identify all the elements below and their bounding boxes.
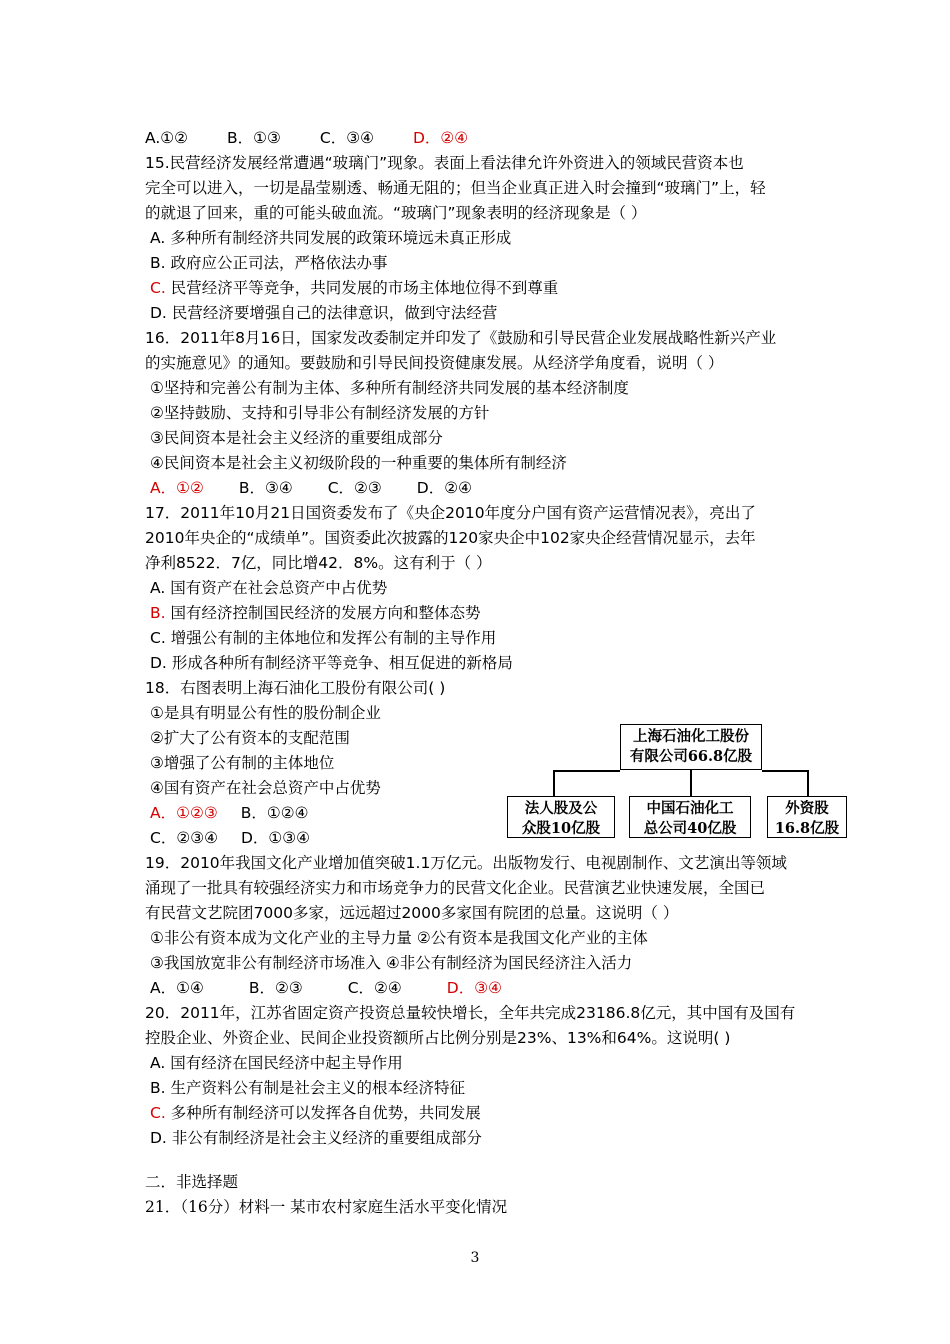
q18-stem: 18．右图表明上海石油化工股份有限公司( )	[145, 679, 446, 697]
q16-option-a: A．①②	[150, 479, 204, 497]
q19-option-a: A．①④	[150, 979, 204, 997]
option-letter: A.	[150, 1054, 166, 1072]
option-letter: C.	[150, 279, 166, 297]
option-text: 国有经济控制国民经济的发展方向和整体态势	[170, 604, 481, 622]
option-letter: C.	[150, 629, 166, 647]
option-letter: B.	[150, 254, 166, 272]
q19-items-row-1: ①非公有资本成为文化产业的主导力量 ②公有资本是我国文化产业的主体	[150, 929, 648, 947]
q19-option-d: D．③④	[446, 979, 503, 997]
diagram-connector-left-drop	[553, 770, 555, 796]
q19-stem-line-2: 涌现了一批具有较强经济实力和市场竞争力的民营文化企业。民营演艺业快速发展，全国已	[145, 879, 766, 897]
option-letter: B.	[150, 1079, 166, 1097]
option-text: 多种所有制经济可以发挥各自优势，共同发展	[170, 1104, 481, 1122]
q20-option-b	[150, 1078, 465, 1098]
q17-stem-line-1: 17．2011年10月21日国资委发布了《央企2010年度分户国有资产运营情况表》，亮出了	[145, 504, 756, 522]
option-letter: D.	[150, 654, 167, 672]
option-text: 民营经济平等竞争，共同发展的市场主体地位得不到尊重	[170, 279, 559, 297]
diagram-connector-right-drop	[807, 770, 809, 796]
diagram-right-line-2: 16.8亿股	[774, 820, 840, 837]
option-text: 国有经济在国民经济中起主导作用	[170, 1054, 403, 1072]
q18-item-1: ①是具有明显公有性的股份制企业	[150, 704, 381, 722]
diagram-left-line-1: 法人股及公	[524, 800, 598, 817]
q18-option-b: B．①②④	[240, 804, 309, 822]
diagram-right-line-1: 外资股	[785, 800, 829, 817]
q19-options	[150, 978, 536, 998]
option-text: 增强公有制的主体地位和发挥公有制的主导作用	[170, 629, 497, 647]
q15-option-b	[150, 253, 388, 273]
q15-option-a	[150, 228, 511, 248]
option-text: 国有资产在社会总资产中占优势	[170, 579, 388, 597]
q19-stem-line-3: 有民营文艺院团7000多家，远远超过2000多家国有院团的总量。这说明（ ）	[145, 904, 679, 922]
q15-stem-line-3: 的就退了回来，重的可能头破血流。“玻璃门”现象表明的经济现象是（ ）	[145, 204, 647, 222]
option-text: 民营经济要增强自己的法律意识，做到守法经营	[171, 304, 498, 322]
option-text: 形成各种所有制经济平等竞争、相互促进的新格局	[171, 654, 513, 672]
option-letter: A.	[150, 579, 166, 597]
q20-option-a	[150, 1053, 403, 1073]
diagram-connector-right	[762, 770, 808, 772]
q16-item-3: ③民间资本是社会主义经济的重要组成部分	[150, 429, 443, 447]
q18-option-d: D．①③④	[240, 829, 311, 847]
q16-item-2: ②坚持鼓励、支持和引导非公有制经济发展的方针	[150, 404, 490, 422]
q16-option-c: C．②③	[327, 479, 382, 497]
q17-option-c	[150, 628, 496, 648]
q16-item-4: ④民间资本是社会主义初级阶段的一种重要的集体所有制经济	[150, 454, 567, 472]
q17-stem-line-3: 净利8522．7亿，同比增42．8%。这有利于（ ）	[145, 554, 492, 572]
q15-stem-line-2: 完全可以进入，一切是晶莹剔透、畅通无阻的；但当企业真正进入时会撞到“玻璃门”上，轻	[145, 179, 766, 197]
q14-option-b: B．①③	[227, 129, 281, 147]
q14-option-c: C．③④	[319, 129, 374, 147]
q20-option-c	[150, 1103, 481, 1123]
diagram-middle-line-1: 中国石油化工	[646, 800, 734, 817]
diagram-top-line-2: 有限公司66.8亿股	[629, 748, 753, 765]
q18-options-row-2	[150, 828, 344, 848]
q15-option-d	[150, 303, 497, 323]
q18-option-c: C．②③④	[150, 829, 219, 847]
option-letter: C.	[150, 1104, 166, 1122]
q18-item-2: ②扩大了公有资本的支配范围	[150, 729, 350, 747]
q21-stem: 21．（16分）材料一 某市农村家庭生活水平变化情况	[145, 1198, 508, 1216]
q17-stem-line-2: 2010年央企的“成绩单”。国资委此次披露的120家央企中102家央企经营情况显示，去年	[145, 529, 756, 547]
q17-option-b	[150, 603, 481, 623]
q16-stem-line-1: 16．2011年8月16日，国家发改委制定并印发了《鼓励和引导民营企业发展战略性新兴产业	[145, 329, 777, 347]
page-number: 3	[470, 1250, 480, 1266]
q16-option-b: B．③④	[238, 479, 293, 497]
option-letter: D.	[150, 1129, 167, 1147]
option-letter: D.	[150, 304, 167, 322]
q16-option-d: D．②④	[416, 479, 473, 497]
option-text: 政府应公正司法，严格依法办事	[170, 254, 388, 272]
option-text: 多种所有制经济共同发展的政策环境远未真正形成	[170, 229, 512, 247]
q16-item-1: ①坚持和完善公有制为主体、多种所有制经济共同发展的基本经济制度	[150, 379, 629, 397]
q19-option-c: C．②④	[347, 979, 402, 997]
q20-stem-line-2: 控股企业、外资企业、民间企业投资额所占比例分别是23%、13%和64%。这说明( )	[145, 1029, 731, 1047]
diagram-top-line-1: 上海石油化工股份	[633, 728, 749, 745]
diagram-middle-line-2: 总公司40亿股	[643, 820, 737, 837]
q15-option-c	[150, 278, 558, 298]
option-letter: A.	[150, 229, 166, 247]
q19-items-row-2: ③我国放宽非公有制经济市场准入 ④非公有制经济为国民经济注入活力	[150, 954, 633, 972]
diagram-left-line-2: 众股10亿股	[521, 820, 601, 837]
q15-stem-line-1: 15.民营经济发展经常遭遇“玻璃门”现象。表面上看法律允许外资进入的领域民营资本也	[145, 154, 744, 172]
diagram-top-box	[620, 724, 762, 770]
option-text: 非公有制经济是社会主义经济的重要组成部分	[171, 1129, 482, 1147]
q14-options	[145, 128, 502, 148]
q19-stem-line-1: 19．2010年我国文化产业增加值突破1.1万亿元。出版物发行、电视剧制作、文艺演出等领域	[145, 854, 787, 872]
q18-item-4: ④国有资产在社会总资产中占优势	[150, 779, 381, 797]
q18-options-row-1	[150, 803, 343, 823]
q14-option-d: D．②④	[412, 129, 469, 147]
diagram-left-box	[507, 796, 615, 838]
q17-option-d	[150, 653, 513, 673]
q18-option-a: A．①②③	[150, 804, 218, 822]
diagram-connector-left	[553, 770, 620, 772]
option-letter: B.	[150, 604, 166, 622]
q17-option-a	[150, 578, 387, 598]
option-text: 生产资料公有制是社会主义的根本经济特征	[170, 1079, 466, 1097]
diagram-connector-vertical	[690, 770, 692, 796]
q14-option-a: A.①②	[145, 129, 189, 147]
diagram-middle-box	[629, 796, 751, 838]
section-heading: 二．非选择题	[145, 1173, 239, 1191]
q19-option-b: B．②③	[248, 979, 303, 997]
diagram-right-box	[767, 796, 847, 838]
q16-options	[150, 478, 506, 498]
q20-stem-line-1: 20．2011年，江苏省固定资产投资总量较快增长，全年共完成23186.8亿元，其中国有及国有	[145, 1004, 796, 1022]
q16-stem-line-2: 的实施意见》的通知。要鼓励和引导民间投资健康发展。从经济学角度看，说明（ ）	[145, 354, 724, 372]
q20-option-d	[150, 1128, 482, 1148]
q18-item-3: ③增强了公有制的主体地位	[150, 754, 335, 772]
